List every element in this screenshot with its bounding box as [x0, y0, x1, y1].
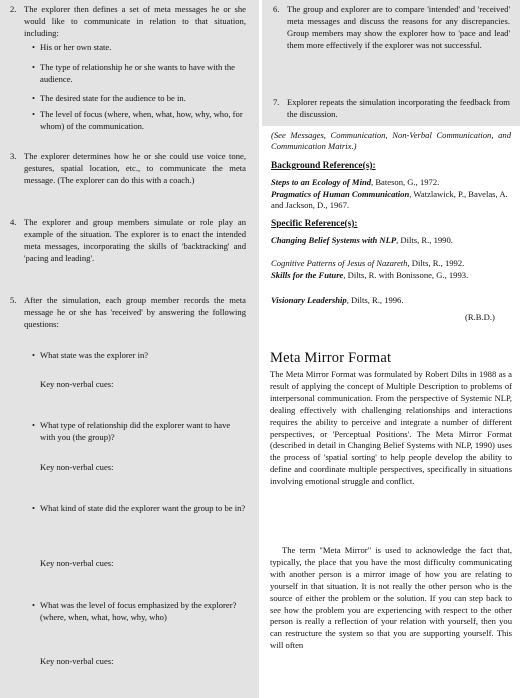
bullet-icon: • [32, 420, 36, 430]
step-2-text: The explorer then defines a set of meta messages he or she would like to communicate in relation to that situation, including: [24, 4, 246, 38]
specific-reference-item: Visionary Leadership, Dilts, R., 1996. [271, 295, 404, 305]
step-2-bullet: • The level of focus (where, when, what, how, why, who, for whom) of the communication. [32, 109, 243, 131]
step-7-text: Explorer repeats the simulation incorporating the feedback from the discussion. [287, 97, 510, 119]
question-item: • What state was the explorer in? [32, 350, 149, 360]
specific-reference-item: Changing Belief Systems with NLP, Dilts, R., 1990. [271, 235, 453, 245]
step-6-number: 6. [273, 4, 280, 14]
specific-reference-item: Skills for the Future, Dilts, R. with Bonissone, G., 1993. [271, 270, 469, 280]
bullet-icon: • [32, 42, 36, 52]
bullet-icon: • [32, 350, 36, 360]
cue-label: Key non-verbal cues: [40, 656, 114, 666]
article-paragraph: The term "Meta Mirror" is used to acknowledge the fact that, typically, the place that you have the most difficulty communicating with another person is a mirror image of how you are relating to yourself in that situation. It is not really the other person who is the source of either the problem or the solution. If you can step back to see how the problem you are experiencing with respect to the other person is really a reflection of your relation with yourself, then you can restructure the system so that you are supporting yourself. This will often [270, 545, 512, 651]
bullet-icon: • [32, 62, 36, 72]
question-item: • What was the level of focus emphasized by the explorer?(where, when, what, how, why, who) [32, 600, 237, 622]
bullet-icon: • [32, 109, 36, 119]
question-item: • What kind of state did the explorer want the group to be in? [32, 503, 246, 513]
article-title: Meta Mirror Format [270, 350, 392, 366]
author-initials: (R.B.D.) [465, 312, 495, 322]
step-6-text: The group and explorer are to compare 'intended' and 'received' meta messages and discuss the reasons for any discrepancies. Group members may show the explorer how to 'pace and lead' them more effectively if the explorer was not successful. [287, 4, 510, 50]
background-reference-heading: Background Reference(s): [271, 161, 376, 171]
question-item: • What type of relationship did the explorer want to have with you (the group)? [32, 420, 231, 442]
background-reference-item: Pragmatics of Human Communication, Watzlawick, P., Bavelas, A. and Jackson, D., 1967. [271, 189, 508, 211]
cue-label: Key non-verbal cues: [40, 462, 114, 472]
see-also-note: (See Messages, Communication, Non-Verbal Communication, and Communication Matrix.) [271, 130, 511, 152]
step-2-bullet: • His or her own state. [32, 42, 112, 52]
step-2-bullet: • The type of relationship he or she wants to have with the audience. [32, 62, 235, 84]
step-4-number: 4. [10, 217, 17, 227]
article-paragraph: The Meta Mirror Format was formulated by Robert Dilts in 1988 as a result of applying the concept of Multiple Description to problems of interpersonal communication. From the perspective of Systemic NLP, dealing effectively with challenging relationships and interactions requires the ability to perceive and integrate a number of different perspectives, or 'Perceptual Positions'. The Meta Mirror Format (described in detail in Changing Belief Systems with NLP, 1990) uses the process of 'spatial sorting' to help people develop the ability to define and coordinate multiple perspectives, specifically in situations involving emotional struggle and conflict. [270, 369, 512, 487]
step-2-bullet: • The desired state for the audience to be in. [32, 93, 186, 103]
step-5-text: After the simulation, each group member records the meta message he or she has 'received' by answering the following questions: [24, 295, 246, 329]
step-2-number: 2. [10, 4, 17, 14]
step-3-text: The explorer determines how he or she could use voice tone, gestures, spatial location, etc., to communicate the meta message. (The explorer can do this with a coach.) [24, 151, 246, 185]
step-5-number: 5. [10, 295, 17, 305]
step-3-number: 3. [10, 151, 17, 161]
specific-reference-item: Cognitive Patterns of Jesus of Nazareth, Dilts, R., 1992. [271, 258, 465, 268]
bullet-icon: • [32, 503, 36, 513]
specific-reference-heading: Specific Reference(s): [271, 219, 358, 229]
step-4-text: The explorer and group members simulate or role play an example of the situation. The explorer is to enact the intended meta messages, incorporating the skills of 'backtracking' and 'pacing and leading'. [24, 217, 246, 263]
column-divider [259, 0, 262, 698]
step-7-number: 7. [273, 97, 280, 107]
bullet-icon: • [32, 93, 36, 103]
cue-label: Key non-verbal cues: [40, 379, 114, 389]
background-reference-item: Steps to an Ecology of Mind, Bateson, G., 1972. [271, 177, 440, 187]
cue-label: Key non-verbal cues: [40, 558, 114, 568]
bullet-icon: • [32, 600, 36, 610]
